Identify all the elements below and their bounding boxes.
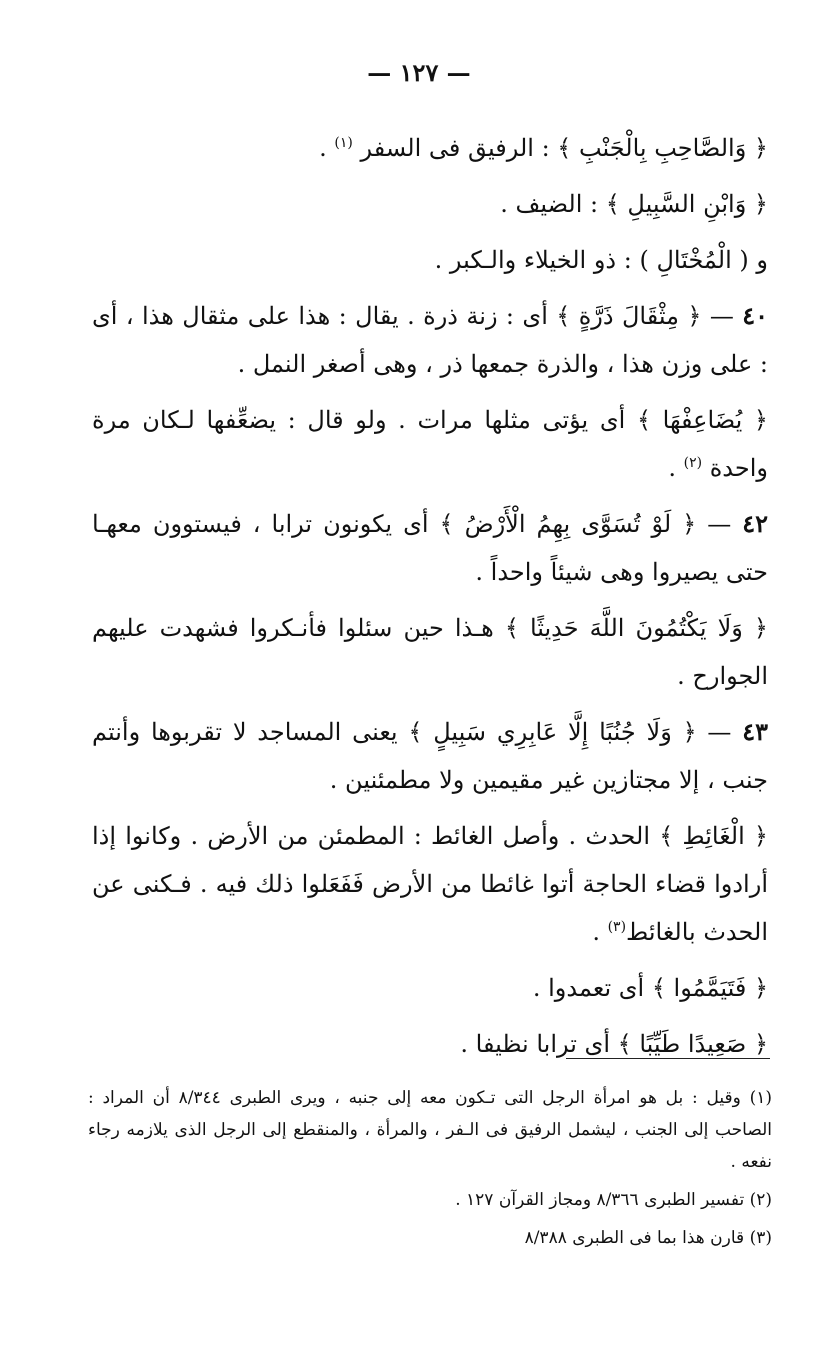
footnotes xyxy=(88,1082,772,1260)
footnote: (٢) تفسير الطبرى ٨/٣٦٦ ومجاز القرآن ١٢٧ . xyxy=(455,1190,772,1210)
quran-quote: ﴿ فَتَيَمَّمُوا ﴾ xyxy=(651,974,768,1002)
quran-quote: ﴿ صَعِيدًا طَيِّبًا ﴾ xyxy=(617,1030,768,1058)
verse-number: ٤٠ xyxy=(742,301,768,330)
paragraph xyxy=(92,1020,768,1068)
paragraph xyxy=(92,812,768,956)
footnote-ref: (٢) xyxy=(683,455,703,471)
main-text xyxy=(92,124,768,1076)
paragraph xyxy=(92,964,768,1012)
quran-quote: ﴿ مِثْقَالَ ذَرَّةٍ ﴾ xyxy=(556,302,702,330)
quran-quote: ﴿ يُضَاعِفْهَا ﴾ xyxy=(636,406,768,434)
quran-quote: ﴿ وَلَا جُنُبًا إِلَّا عَابِرِي سَبِيلٍ ﴾ xyxy=(408,718,697,746)
paragraph-text: أى : زنة ذرة . يقال : هذا على مثقال هذا ، أى : على وزن هذا ، والذرة جمعها ذر ، وهى أصغر النمل . xyxy=(92,302,768,378)
paragraph-tail: . xyxy=(592,918,608,946)
paragraph xyxy=(92,604,768,700)
page-number: — ١٢٧ — xyxy=(367,58,471,87)
footnote-divider xyxy=(566,1058,770,1059)
paragraph-text: هـذا حين سئلوا فأنـكروا فشهدت عليهم الجوارح . xyxy=(92,614,768,690)
paragraph-text: الحدث . وأصل الغائط : المطمئن من الأرض . وكانوا إذا أرادوا قضاء الحاجة أتوا غائطا من الأرض فَفَعَلوا ذلك فيه . فـكنى عن الحدث بالغائط xyxy=(92,822,768,946)
paragraph xyxy=(92,396,768,492)
paragraph-text: أى تعمدوا . xyxy=(532,974,652,1002)
paragraph-text: أى يؤتى مثلها مرات . ولو قال : يضعِّفها لـكان مرة واحدة xyxy=(92,406,768,482)
quran-quote: ﴿ وَابْنِ السَّبِيلِ ﴾ xyxy=(605,190,768,218)
paragraph-tail: . xyxy=(319,134,335,162)
quran-quote: ﴿ الْغَائِطِ ﴾ xyxy=(659,822,768,850)
verse-number: ٤٢ xyxy=(742,509,768,538)
paragraph: ٤٢ — ﴿ لَوْ تُسَوَّى بِهِمُ الْأَرْضُ ﴾ أى يكونون ترابا ، فيستوون معهـا حتى يصيروا وهى شيئاً واحداً . xyxy=(92,509,768,586)
paragraph-text: يعنى المساجد لا تقربوها وأنتم جنب ، إلا مجتازين غير مقيمين ولا مطمئنين . xyxy=(92,718,768,794)
paragraph-text: و ( الْمُخْتَالِ ) : ذو الخيلاء والـكبر . xyxy=(434,246,768,274)
paragraph-tail: . xyxy=(668,454,684,482)
paragraph: ٤٣ — ﴿ وَلَا جُنُبًا إِلَّا عَابِرِي سَبِيلٍ ﴾ يعنى المساجد لا تقربوها وأنتم جنب ، إلا مجتازين غير مقيمين ولا مطمئنين . xyxy=(92,717,768,794)
paragraph xyxy=(92,180,768,228)
paragraph-text: أى ترابا نظيفا . xyxy=(460,1030,618,1058)
footnote-ref: (١) xyxy=(334,135,353,151)
verse-number: ٤٣ xyxy=(742,717,768,746)
paragraph xyxy=(92,124,768,172)
paragraph-text: أى يكونون ترابا ، فيستوون معهـا حتى يصيروا وهى شيئاً واحداً . xyxy=(92,510,768,586)
paragraph-text: : الضيف . xyxy=(500,190,606,218)
paragraph xyxy=(92,236,768,284)
footnote: (٣) قارن هذا بما فى الطبرى ٨/٣٨٨ xyxy=(524,1228,772,1248)
paragraph-text: : الرفيق فى السفر xyxy=(352,134,558,162)
footnote: (١) وقيل : بل هو امرأة الرجل التى تـكون معه إلى جنبه ، ويرى الطبرى ٨/٣٤٤ أن المراد : الصاحب إلى الجنب ، ليشمل الرفيق فى الـفر ، والمرأة ، والمنقطع إلى الرجل الذى يلازمه رجاء نفعه . xyxy=(88,1088,772,1172)
quran-quote: ﴿ وَلَا يَكْتُمُونَ اللَّهَ حَدِيثًا ﴾ xyxy=(504,614,768,642)
footnote-ref: (٣) xyxy=(607,919,627,935)
paragraph: ٤٠ — ﴿ مِثْقَالَ ذَرَّةٍ ﴾ أى : زنة ذرة . يقال : هذا على مثقال هذا ، أى : على وزن هذا ، والذرة جمعها ذر ، وهى أصغر النمل . xyxy=(92,301,768,378)
quran-quote: ﴿ لَوْ تُسَوَّى بِهِمُ الْأَرْضُ ﴾ xyxy=(439,510,697,538)
quran-quote: ﴿ وَالصَّاحِبِ بِالْجَنْبِ ﴾ xyxy=(557,134,768,162)
